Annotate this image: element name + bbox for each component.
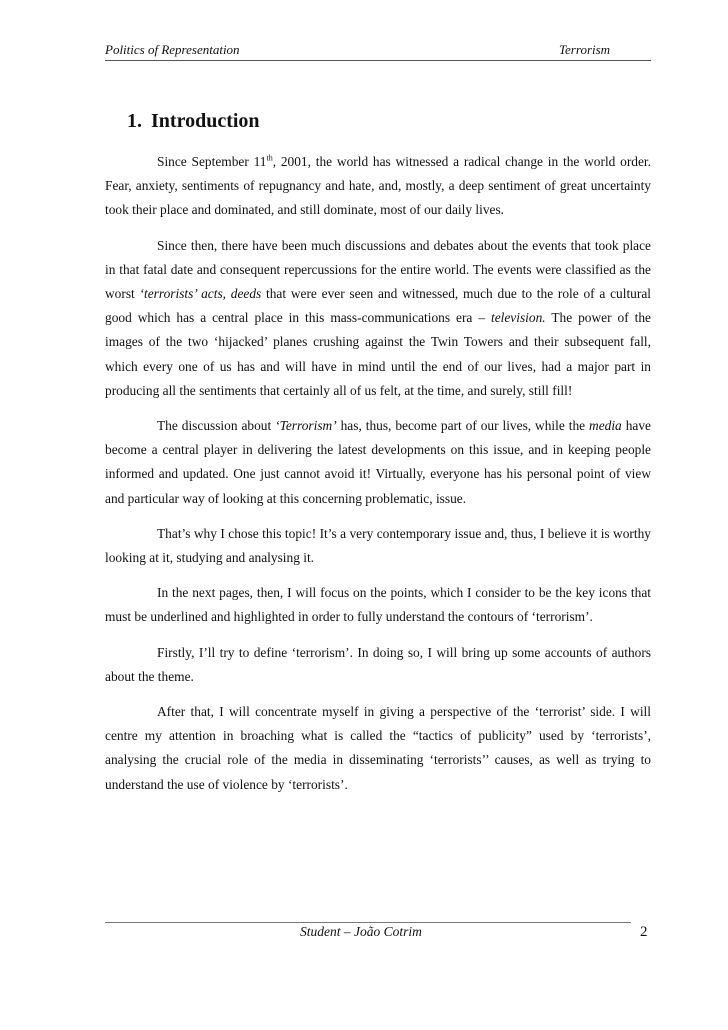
p1-superscript: th xyxy=(266,153,273,163)
p1-text-a: Since September 11 xyxy=(157,154,267,169)
header-right-title: Terrorism xyxy=(559,42,611,57)
footer-divider xyxy=(105,922,631,923)
p2-text-c: that were ever seen and witnessed, much due to the role of a cultural good which has a central place in this mass-communications era – xyxy=(105,286,651,326)
footer-author: Student – João Cotrim xyxy=(300,924,422,939)
paragraph-5: In the next pages, then, I will focus on the points, which I consider to be the key icons that must be underlined and highlighted in order to fully understand the contours of ‘terrorism’. xyxy=(105,585,651,625)
p3-text-c: has, thus, become part of our lives, while the xyxy=(336,418,590,434)
paragraph-3 xyxy=(105,414,651,511)
paragraph-4: That’s why I chose this topic! It’s a very contemporary issue and, thus, I believe it is worthy looking at it, studying and analysing it. xyxy=(105,525,651,566)
page-number: 2 xyxy=(640,924,648,940)
paragraph-7: After that, I will concentrate myself in giving a perspective of the ‘terrorist’ side. I will centre my attention in broaching what is called the “tactics of publicity” used by ‘terrorists’, analysing the crucial role of the media in disseminating ‘terrorists’’ causes, as well as trying to understand the use of violence by ‘terrorists’. xyxy=(105,704,651,792)
p2-italic-acts: ‘terrorists’ acts, deeds xyxy=(139,286,262,302)
p3-text-e: have become a central player in delivering the latest developments on this issue, and in keeping people informed and updated. One just cannot avoid it! Virtually, everyone has his personal point of view and particular way of looking at this concerning problematic, issue. xyxy=(105,418,651,506)
paragraph-1 xyxy=(105,150,651,223)
section-number: 1. xyxy=(127,110,142,132)
p2-text-a: Since then, there have been much discussions and debates about the events that took place in that fatal date and consequent repercussions for the entire world. The events were classified as the worst xyxy=(105,237,651,302)
section-heading xyxy=(127,110,260,133)
p2-text-e: The power of the images of the two ‘hijacked’ planes crushing against the Twin Towers and their subsequent fall, which every one of us has and will have in mind until the end of our lives, had a major part in producing all the sentiments that certainly all of us felt, at the time, and surely, still fill! xyxy=(105,310,651,398)
p2-italic-television: television. xyxy=(490,310,546,326)
page-header xyxy=(105,42,651,61)
paragraph-2 xyxy=(105,234,651,403)
p3-text-a: The discussion about xyxy=(157,418,276,434)
p1-text-b: , 2001, the world has witnessed a radical change in the world order. Fear, anxiety, sentiments of repugnancy and hate, and, mostly, a deep sentiment of great uncertainty took their place and dominated, and still dominate, most of our daily lives. xyxy=(105,154,651,218)
section-title: Introduction xyxy=(151,110,260,132)
p3-italic-terrorism: ‘Terrorism’ xyxy=(275,418,337,434)
header-left-title: Politics of Representation xyxy=(105,42,240,57)
p3-italic-media: media xyxy=(589,418,622,434)
paragraph-6: Firstly, I’ll try to define ‘terrorism’. In doing so, I will bring up some accounts of authors about the theme. xyxy=(105,644,651,684)
body-text xyxy=(105,150,651,808)
